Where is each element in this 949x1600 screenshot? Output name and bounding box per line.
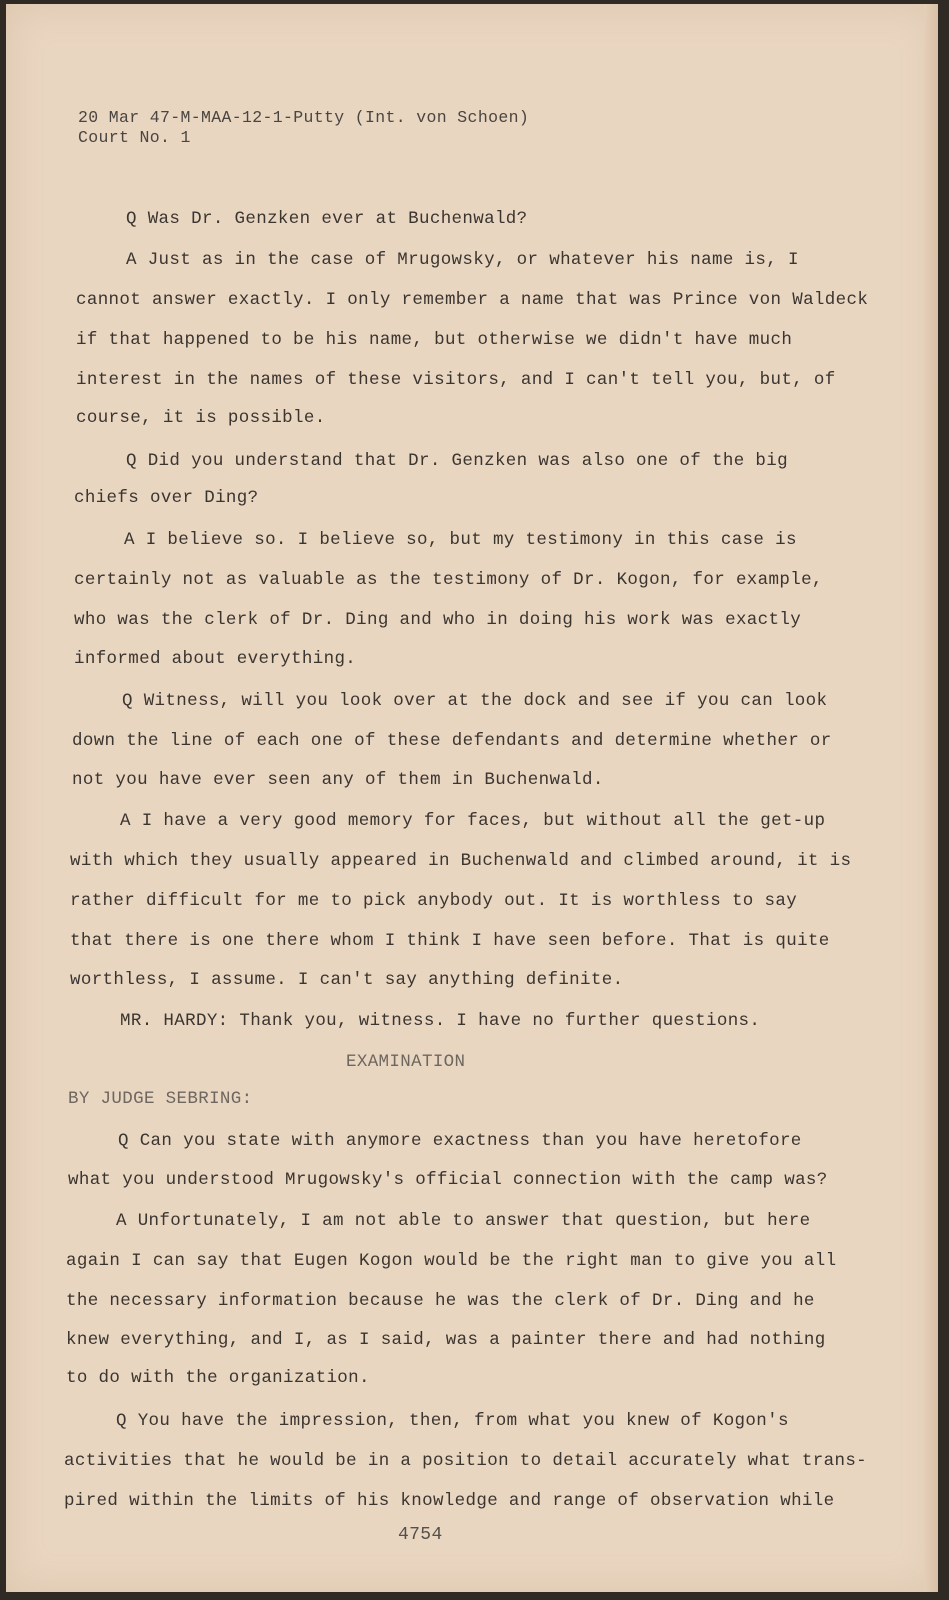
transcript-line: Q Witness, will you look over at the dock and see if you can look bbox=[122, 691, 828, 711]
transcript-line: if that happened to be his name, but otherwise we didn't have much bbox=[76, 330, 793, 350]
transcript-line: cannot answer exactly. I only remember a name that was Prince von Waldeck bbox=[76, 290, 869, 310]
transcript-line: worthless, I assume. I can't say anything definite. bbox=[70, 970, 624, 990]
transcript-line: what you understood Mrugowsky's official connection with the camp was? bbox=[68, 1170, 828, 1190]
speaker-line: MR. HARDY: Thank you, witness. I have no further questions. bbox=[120, 1011, 761, 1031]
transcript-line: rather difficult for me to pick anybody out. It is worthless to say bbox=[70, 891, 798, 911]
header-line-1: 20 Mar 47-M-MAA-12-1-Putty (Int. von Schoen) bbox=[78, 108, 530, 127]
transcript-line: certainly not as valuable as the testimony of Dr. Kogon, for example, bbox=[74, 570, 823, 590]
transcript-line: the necessary information because he was the clerk of Dr. Ding and he bbox=[66, 1291, 815, 1311]
transcript-line: knew everything, and I, as I said, was a painter there and had nothing bbox=[66, 1330, 826, 1350]
transcript-line: A Just as in the case of Mrugowsky, or whatever his name is, I bbox=[126, 250, 799, 270]
transcript-line: chiefs over Ding? bbox=[74, 488, 259, 508]
transcript-line: activities that he would be in a position to detail accurately what trans- bbox=[64, 1451, 868, 1471]
transcript-body bbox=[6, 4, 938, 1592]
transcript-line: A I believe so. I believe so, but my testimony in this case is bbox=[124, 530, 797, 550]
transcript-line: interest in the names of these visitors, and I can't tell you, but, of bbox=[76, 370, 836, 390]
transcript-line: pired within the limits of his knowledge and range of observation while bbox=[64, 1491, 835, 1511]
transcript-line: informed about everything. bbox=[74, 649, 357, 669]
section-heading: EXAMINATION bbox=[346, 1052, 466, 1072]
transcript-line: to do with the organization. bbox=[66, 1368, 370, 1388]
header-line-2: Court No. 1 bbox=[78, 128, 191, 147]
transcript-line: A Unfortunately, I am not able to answer that question, but here bbox=[116, 1211, 811, 1231]
transcript-line: Q Can you state with anymore exactness than you have heretofore bbox=[118, 1131, 802, 1151]
transcript-line: down the line of each one of these defendants and determine whether or bbox=[72, 731, 832, 751]
document-page bbox=[6, 4, 938, 1592]
transcript-line: with which they usually appeared in Buchenwald and climbed around, it is bbox=[70, 851, 852, 871]
transcript-line: not you have ever seen any of them in Buchenwald. bbox=[72, 770, 604, 790]
transcript-line: A I have a very good memory for faces, but without all the get-up bbox=[120, 811, 826, 831]
examiner-line: BY JUDGE SEBRING: bbox=[68, 1089, 253, 1109]
transcript-line: Q Was Dr. Genzken ever at Buchenwald? bbox=[126, 209, 528, 229]
transcript-line: course, it is possible. bbox=[76, 408, 326, 428]
transcript-line: Q Did you understand that Dr. Genzken was also one of the big bbox=[126, 451, 788, 471]
transcript-line: that there is one there whom I think I have seen before. That is quite bbox=[70, 931, 830, 951]
transcript-line: Q You have the impression, then, from what you knew of Kogon's bbox=[116, 1411, 789, 1431]
transcript-line: again I can say that Eugen Kogon would be the right man to give you all bbox=[66, 1251, 837, 1271]
transcript-line: who was the clerk of Dr. Ding and who in doing his work was exactly bbox=[74, 610, 802, 630]
page-number: 4754 bbox=[398, 1525, 443, 1545]
